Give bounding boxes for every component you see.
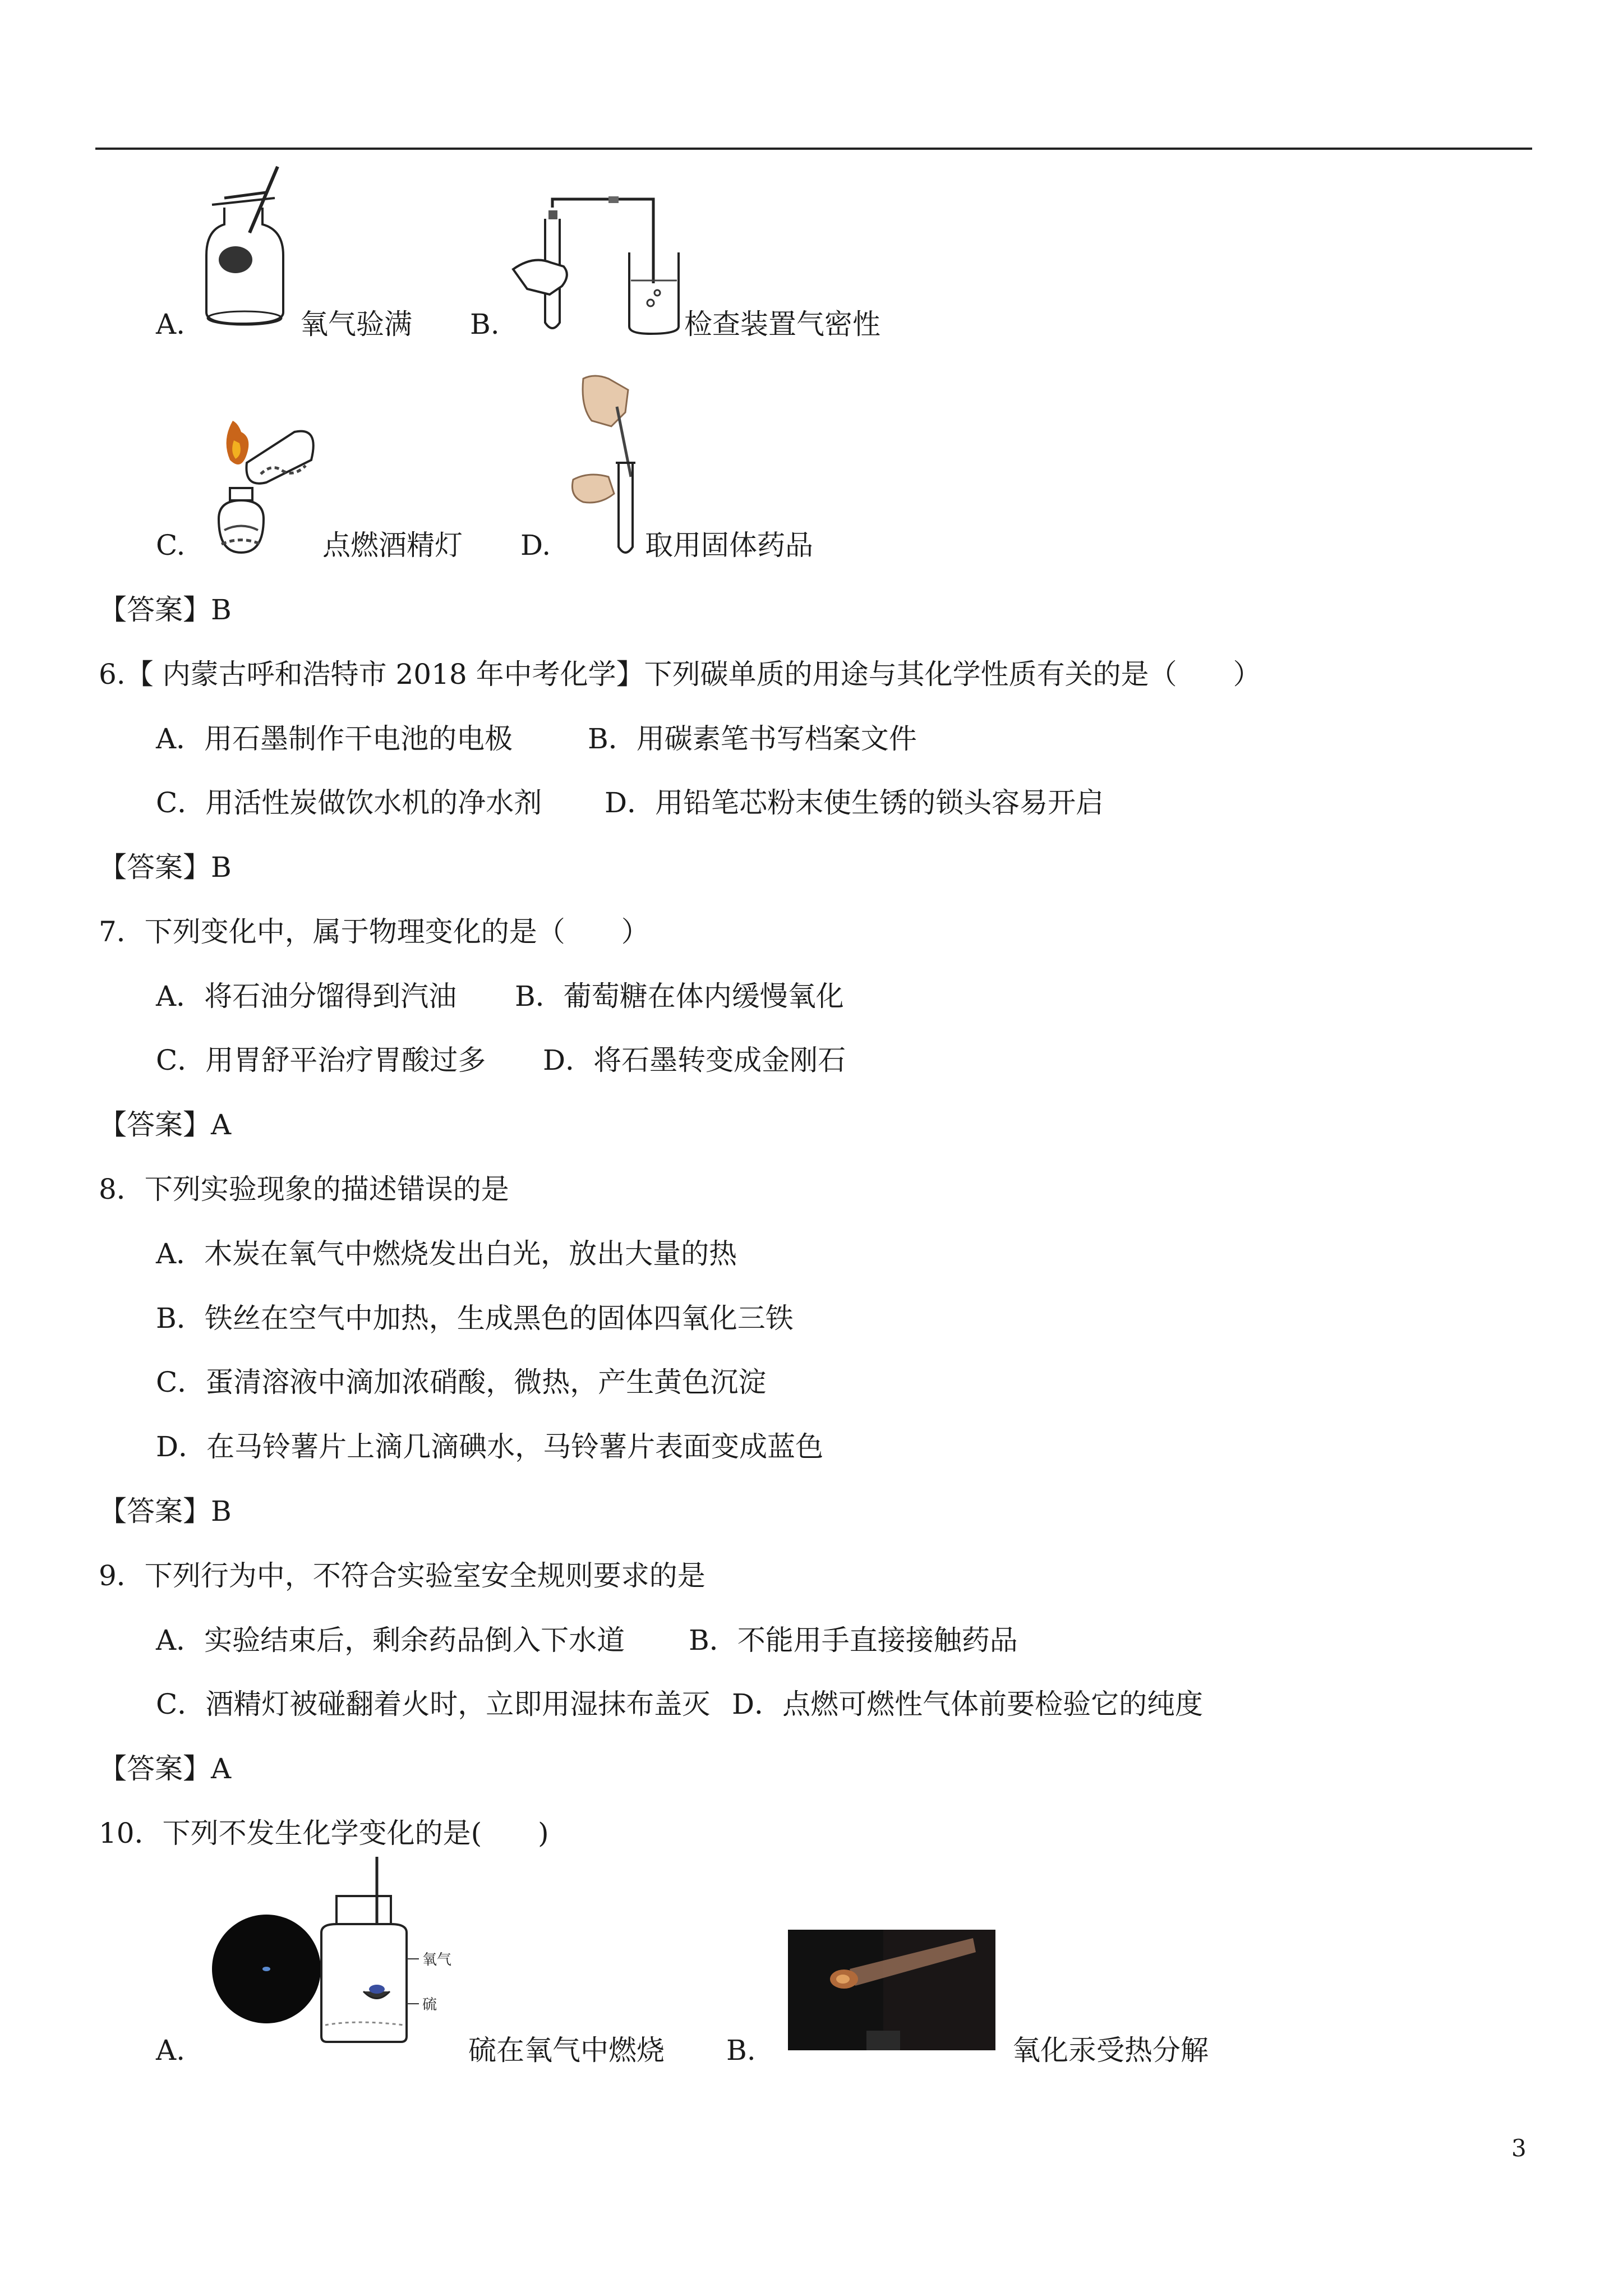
oxygen-label: 氧气 xyxy=(422,1952,452,1968)
q5-option-a-letter: A. xyxy=(156,308,186,341)
q9-option-b: B．不能用手直接接触药品 xyxy=(689,1624,1018,1657)
q5-option-d-text: 取用固体药品 xyxy=(645,529,813,562)
q5-option-b-text: 检查装置气密性 xyxy=(684,308,880,341)
q6-option-b: B．用碳素笔书写档案文件 xyxy=(588,723,917,755)
oxygen-test-figure xyxy=(196,165,297,334)
q8-option-c: C．蛋清溶液中滴加浓硝酸，微热，产生黄色沉淀 xyxy=(156,1366,767,1398)
sulfur-burning-figure xyxy=(210,1857,485,2059)
q9-answer: 【答案】A xyxy=(99,1752,232,1785)
header-rule xyxy=(95,148,1532,150)
q7-option-c: C．用胃舒平治疗胃酸过多 xyxy=(156,1044,486,1076)
q9-option-c: C．酒精灯被碰翻着火时，立即用湿抹布盖灭 xyxy=(156,1688,711,1720)
q6-option-a: A．用石墨制作干电池的电极 xyxy=(156,723,513,755)
q8-answer: 【答案】B xyxy=(99,1495,232,1527)
q7-option-d: D．将石墨转变成金刚石 xyxy=(543,1044,846,1076)
q9-option-a: A．实验结束后，剩余药品倒入下水道 xyxy=(156,1624,625,1657)
solid-reagent-figure xyxy=(561,373,651,558)
q9-stem: 9．下列行为中，不符合实验室安全规则要求的是 xyxy=(99,1559,706,1592)
q7-option-b: B．葡萄糖在体内缓慢氧化 xyxy=(515,980,844,1013)
q10-stem: 10．下列不发生化学变化的是( ) xyxy=(99,1817,549,1849)
q5-option-c-letter: C. xyxy=(156,529,186,562)
q5-option-c-text: 点燃酒精灯 xyxy=(322,529,463,562)
q6-option-c: C．用活性炭做饮水机的净水剂 xyxy=(156,786,542,819)
q7-stem: 7．下列变化中，属于物理变化的是（ ） xyxy=(99,915,649,948)
q7-option-a: A．将石油分馏得到汽油 xyxy=(156,980,457,1013)
q6-stem: 6.【 内蒙古呼和浩特市 2018 年中考化学】下列碳单质的用途与其化学性质有关的是（ ） xyxy=(99,658,1261,691)
airtightness-check-figure xyxy=(510,196,690,337)
q5-option-a-text: 氧气验满 xyxy=(300,308,412,341)
mercury-oxide-heating-photo xyxy=(788,1930,995,2050)
q10-option-a-letter: A. xyxy=(156,2034,186,2067)
q8-stem: 8．下列实验现象的描述错误的是 xyxy=(99,1173,509,1205)
alcohol-lamp-figure xyxy=(199,409,328,561)
q5-option-d-letter: D. xyxy=(520,529,551,562)
q6-answer: 【答案】B xyxy=(99,851,232,884)
page-number: 3 xyxy=(1511,2134,1527,2162)
q5-answer: 【答案】B xyxy=(99,593,232,626)
q8-option-a: A．木炭在氧气中燃烧发出白光，放出大量的热 xyxy=(156,1237,737,1270)
q9-option-d: D．点燃可燃性气体前要检验它的纯度 xyxy=(732,1688,1204,1720)
q10-option-a-text: 硫在氧气中燃烧 xyxy=(468,2034,665,2067)
q5-option-b-letter: B. xyxy=(470,308,500,341)
q8-option-d: D．在马铃薯片上滴几滴碘水，马铃薯片表面变成蓝色 xyxy=(156,1430,824,1463)
q10-option-b-letter: B. xyxy=(726,2034,756,2067)
q7-answer: 【答案】A xyxy=(99,1108,232,1141)
q8-option-b: B．铁丝在空气中加热，生成黑色的固体四氧化三铁 xyxy=(156,1302,794,1335)
q6-option-d: D．用铅笔芯粉末使生锈的锁头容易开启 xyxy=(605,786,1104,819)
q10-option-b-text: 氧化汞受热分解 xyxy=(1012,2034,1209,2067)
sulfur-label: 硫 xyxy=(422,1996,437,2013)
